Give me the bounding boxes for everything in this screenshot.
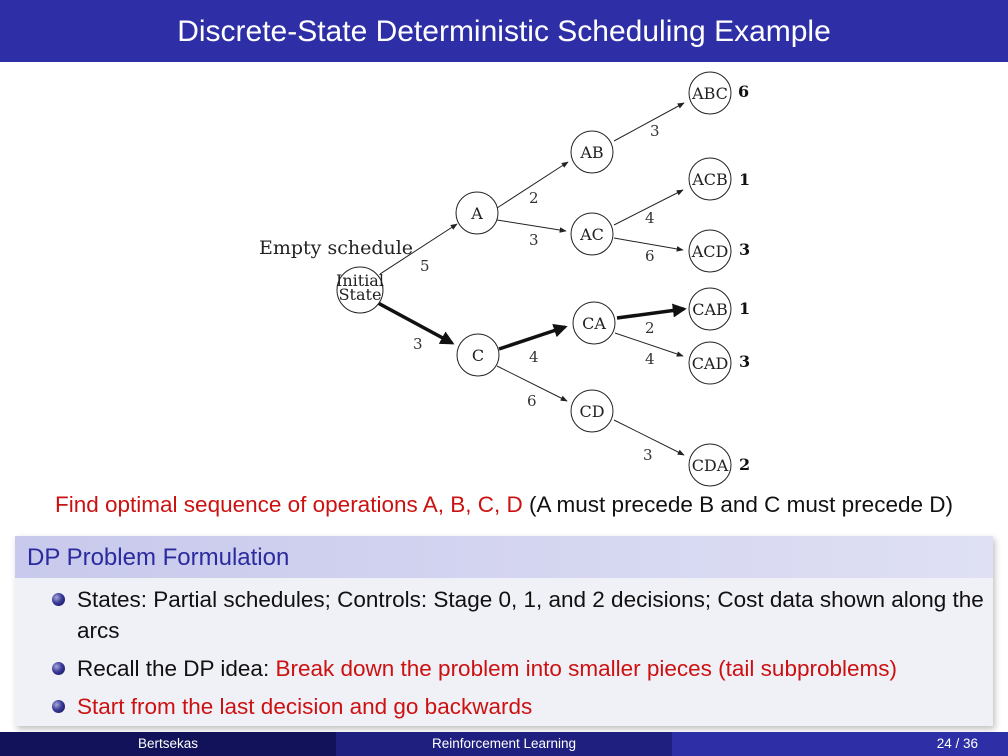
- cost-C-CA: 4: [529, 348, 539, 366]
- footer-author: Bertsekas: [0, 732, 336, 756]
- cost-AC-ACB: 4: [645, 209, 655, 227]
- bullet-icon: [52, 700, 65, 713]
- bullet-item: Start from the last decision and go backwards: [15, 691, 993, 722]
- node-CAD-label: CAD: [691, 354, 729, 373]
- cost-CD-CDA: 3: [643, 446, 653, 464]
- bullet-icon: [52, 593, 65, 606]
- node-A-label: A: [471, 204, 483, 223]
- terminal-cost-ACB: 1: [739, 170, 751, 189]
- bullet-item: Recall the DP idea: Break down the problem into smaller pieces (tail subproblems): [15, 653, 993, 684]
- bullet-icon: [52, 662, 65, 675]
- footer-course: Reinforcement Learning: [336, 732, 672, 756]
- statement-red: Find optimal sequence of operations A, B, C, D: [55, 492, 523, 517]
- node-AC-label: AC: [580, 225, 604, 244]
- bullet-list: [15, 578, 993, 722]
- node-CA-label: CA: [582, 314, 606, 333]
- node-ACB-label: ACB: [692, 170, 728, 189]
- node-ABC-label: ABC: [692, 84, 728, 103]
- initial-state-label-2: State: [338, 285, 382, 304]
- bullet-item: States: Partial schedules; Controls: Stage 0, 1, and 2 decisions; Cost data shown along the arcs: [15, 584, 993, 646]
- terminal-cost-CDA: 2: [739, 455, 751, 474]
- arc-CA-CAB: [617, 309, 684, 318]
- arc-C-CA: [499, 327, 565, 349]
- cost-init-C: 3: [413, 335, 423, 353]
- statement-black: (A must precede B and C must precede D): [529, 492, 953, 517]
- block-header: DP Problem Formulation: [15, 536, 993, 578]
- terminal-cost-CAD: 3: [739, 352, 751, 371]
- initial-state-label-1: Initial: [336, 271, 384, 290]
- cost-A-AC: 3: [529, 231, 539, 249]
- cost-CA-CAD: 4: [645, 350, 655, 368]
- dp-formulation-block: [15, 536, 993, 726]
- cost-C-CD: 6: [527, 392, 537, 410]
- cost-AB-ABC: 3: [650, 122, 660, 140]
- node-CAB-label: CAB: [692, 300, 728, 319]
- cost-init-A: 5: [420, 257, 430, 275]
- empty-schedule-label: Empty schedule: [259, 237, 414, 259]
- node-AB-label: AB: [580, 143, 604, 162]
- cost-AC-ACD: 6: [645, 247, 655, 265]
- slide-title: Discrete-State Deterministic Scheduling Example: [0, 0, 1008, 62]
- footer: [0, 732, 1008, 756]
- node-CDA-label: CDA: [691, 456, 729, 475]
- footer-page-number: 24 / 36: [672, 732, 1008, 756]
- problem-statement: [0, 492, 1008, 518]
- terminal-cost-CAB: 1: [739, 299, 751, 318]
- cost-A-AB: 2: [529, 189, 539, 207]
- node-CD-label: CD: [579, 402, 605, 421]
- arc-AB-ABC: [614, 103, 684, 141]
- arc-A-AC: [497, 220, 566, 231]
- scheduling-tree-diagram: [0, 62, 1008, 492]
- cost-CA-CAB: 2: [645, 319, 655, 337]
- node-C-label: C: [471, 346, 485, 365]
- node-ACD-label: ACD: [691, 242, 729, 261]
- terminal-cost-ACD: 3: [739, 240, 751, 259]
- terminal-cost-ABC: 6: [738, 82, 750, 101]
